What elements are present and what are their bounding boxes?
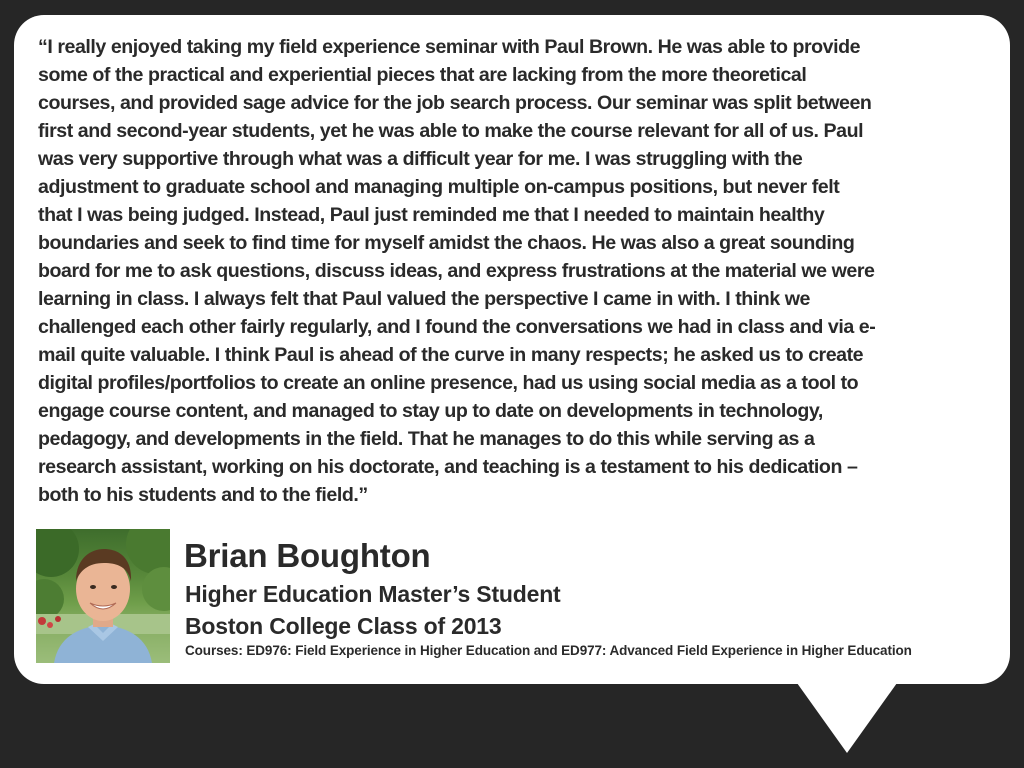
author-photo [36, 529, 170, 663]
author-portrait-image [36, 529, 170, 663]
testimonial-quote: “I really enjoyed taking my field experience seminar with Paul Brown. He was able to provide some of the practical and experiential pieces that are lacking from the more theoretical courses, and provided sage advice for the job search process. Our seminar was split between first and second-year students, yet he was able to make the course relevant for all of us. Paul was very supportive through what was a difficult year for me. I was struggling with the adjustment to graduate school and managing multiple on-campus positions, but never felt that I was being judged. Instead, Paul just reminded me that I needed to maintain healthy boundaries and seek to find time for myself amidst the chaos. He was also a great sounding board for me to ask questions, discuss ideas, and express frustrations at the material we were learning in class. I always felt that Paul valued the perspective I came in with. I think we challenged each other fairly regularly, and I found the conversations we had in class and via e- mail quite valuable. I think Paul is ahead of the curve in many respects; he asked us to create digital profiles/portfolios to create an online presence, had us using social media as a tool to engage course content, and managed to stay up to date on developments in technology, pedagogy, and developments in the field. That he manages to do this while serving as a research assistant, working on his doctorate, and teaching is a testament to his dedication – both to his students and to the field.” [38, 36, 876, 506]
author-role: Higher Education Master’s Student [185, 581, 561, 607]
speech-bubble-tail [797, 683, 897, 753]
author-school: Boston College Class of 2013 [185, 613, 502, 639]
author-name: Brian Boughton [184, 537, 431, 574]
author-courses: Courses: ED976: Field Experience in Higher Education and ED977: Advanced Field Experience in Higher Education [185, 643, 912, 658]
